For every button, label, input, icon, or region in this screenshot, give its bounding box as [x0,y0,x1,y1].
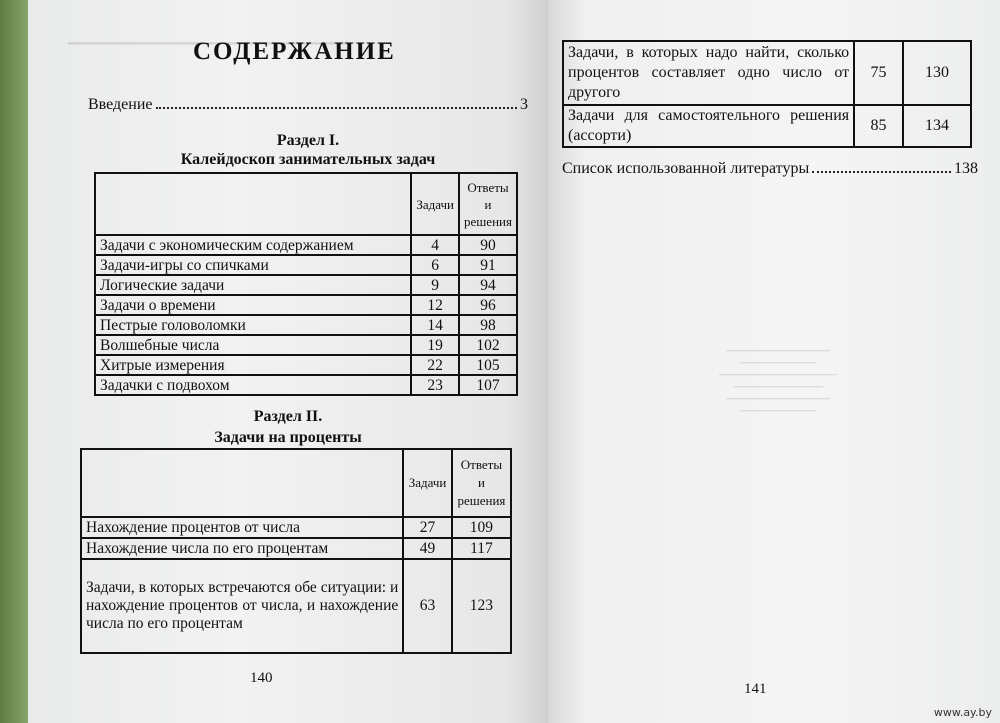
book-cover-edge [0,0,30,723]
row-name: Задачи о времени [95,295,411,315]
row-answers: 105 [459,355,517,375]
row-answers: 123 [452,559,511,653]
table-row [81,559,511,653]
table-header-empty [95,173,411,235]
row-tasks: 49 [403,538,452,559]
section1-table [94,172,518,396]
row-name: Нахождение числа по его процентам [81,538,403,559]
section1-heading: Раздел I. [276,132,340,149]
col-tasks-header: Задачи [411,173,459,235]
row-tasks: 19 [411,335,459,355]
row-answers: 117 [452,538,511,559]
row-name: Пестрые головоломки [95,315,411,335]
toc-intro-page: 3 [520,96,528,113]
row-tasks: 22 [411,355,459,375]
col-answers-header: Ответы и решения [459,173,517,235]
bleed-through-text: ▁▁▁▁▁▁▁▁▁▁▁▁▁▁▁ ▁▁▁▁▁▁▁▁▁▁▁ ▁▁▁▁▁▁▁▁▁▁▁▁▁▁▁▁▁ ▁▁▁▁▁▁▁▁▁▁▁▁▁ ▁▁▁▁▁▁▁▁▁▁▁▁▁▁▁ ▁▁▁▁▁▁▁▁▁▁▁ [719,341,837,411]
row-answers: 96 [459,295,517,315]
row-name: Задачки с подвохом [95,375,411,395]
row-name: Задачи, в которых встречаются обе ситуации: и нахождение процентов от числа, и нахождение числа по его процентам [81,559,403,653]
section1-subheading: Калейдоскоп занимательных задач [180,151,436,168]
row-tasks: 12 [411,295,459,315]
row-name: Нахождение процентов от числа [81,517,403,538]
row-name: Волшебные числа [95,335,411,355]
toc-intro-label: Введение [88,96,153,113]
row-tasks: 23 [411,375,459,395]
row-tasks: 6 [411,255,459,275]
table-row [95,315,517,335]
row-tasks: 4 [411,235,459,255]
table-row [95,355,517,375]
table-row [81,538,511,559]
row-answers: 134 [903,105,971,147]
table-header-row [81,449,511,517]
row-name: Задачи, в которых надо найти, сколько процентов составляет одно число от другого [563,41,854,105]
row-name: Задачи для самостоятельного решения (ассорти) [563,105,854,147]
row-tasks: 63 [403,559,452,653]
row-answers: 91 [459,255,517,275]
row-name: Хитрые измерения [95,355,411,375]
row-tasks: 75 [854,41,903,105]
table-row [95,275,517,295]
table-header-empty [81,449,403,517]
row-answers: 94 [459,275,517,295]
row-tasks: 27 [403,517,452,538]
row-tasks: 9 [411,275,459,295]
row-answers: 130 [903,41,971,105]
section2-heading: Раздел II. [253,408,323,425]
table-row [95,235,517,255]
row-tasks: 85 [854,105,903,147]
bleed-through-text: ▁▁▁▁▁▁▁▁▁▁▁▁▁▁▁▁▁▁▁▁▁▁▁▁▁▁ [68,30,348,45]
page-title: СОДЕРЖАНИЕ [193,38,396,65]
row-name: Логические задачи [95,275,411,295]
table-row [95,335,517,355]
row-answers: 98 [459,315,517,335]
col-answers-header: Ответы и решения [452,449,511,517]
section2-table [80,448,512,654]
right-page [548,0,1000,723]
table-row [95,295,517,315]
row-answers: 102 [459,335,517,355]
row-tasks: 14 [411,315,459,335]
table-row [563,41,971,105]
table-row [95,375,517,395]
row-answers: 109 [452,517,511,538]
col-tasks-header: Задачи [403,449,452,517]
row-answers: 107 [459,375,517,395]
table-row [95,255,517,275]
toc-literature-line [562,160,978,178]
dot-leader [156,106,518,109]
row-name: Задачи-игры со спичками [95,255,411,275]
row-answers: 90 [459,235,517,255]
dot-leader [812,170,951,173]
section2-table-continued [562,40,972,148]
table-row [563,105,971,147]
watermark: www.ay.by [933,706,992,719]
toc-literature-label: Список использованной литературы [562,160,810,177]
table-header-row [95,173,517,235]
toc-intro-line [88,96,528,114]
toc-literature-page: 138 [954,160,978,177]
section2-subheading: Задачи на проценты [214,429,362,446]
left-page [28,0,548,723]
page-number: 141 [744,681,767,697]
page-number: 140 [250,670,273,686]
row-name: Задачи с экономическим содержанием [95,235,411,255]
table-row [81,517,511,538]
